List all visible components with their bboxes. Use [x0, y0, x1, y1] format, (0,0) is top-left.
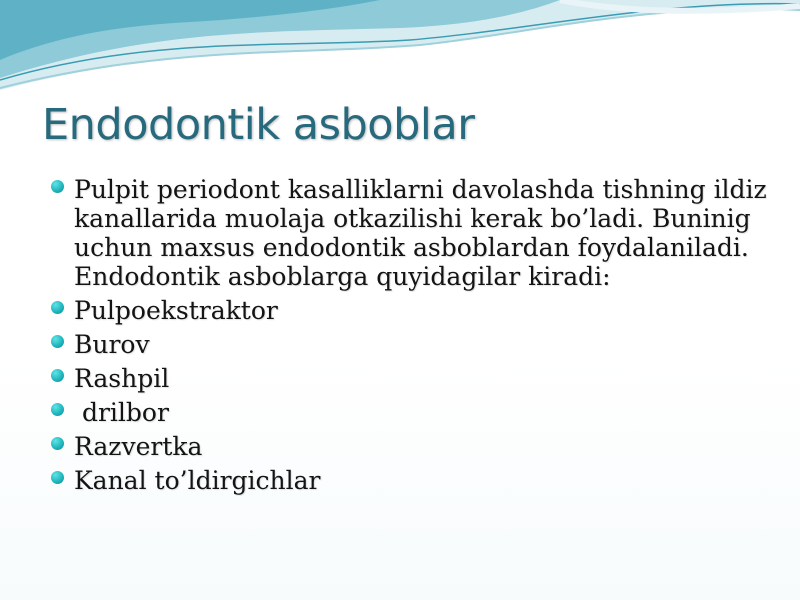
list-item-text: Razvertka — [74, 432, 203, 461]
list-item — [48, 466, 768, 495]
bullet-icon — [51, 335, 64, 348]
bullet-list — [48, 175, 768, 500]
list-item — [48, 432, 768, 461]
header-wave-decoration — [0, 0, 800, 110]
bullet-icon — [51, 437, 64, 450]
list-item-text: Kanal to’ldirgichlar — [74, 466, 321, 495]
list-item — [48, 398, 768, 427]
slide-title: Endodontik asboblar — [42, 100, 475, 150]
bullet-icon — [51, 403, 64, 416]
bullet-icon — [51, 180, 64, 193]
bullet-icon — [51, 369, 64, 382]
bullet-icon — [51, 301, 64, 314]
list-item-text: drilbor — [74, 398, 169, 427]
list-item — [48, 296, 768, 325]
list-item — [48, 364, 768, 393]
list-item-text: Pulpoekstraktor — [74, 296, 278, 325]
bullet-icon — [51, 471, 64, 484]
list-item — [48, 330, 768, 359]
list-item-text: Rashpil — [74, 364, 170, 393]
list-item-text: Pulpit periodont kasalliklarni davolashda tishning ildiz kanallarida muolaja otkazilishi kerak bo’ladi. Buninig uchun maxsus endodontik asboblardan foydalaniladi. Endodontik asboblarga quyidagilar kiradi: — [74, 175, 767, 291]
list-item — [48, 175, 768, 291]
list-item-text: Burov — [74, 330, 150, 359]
